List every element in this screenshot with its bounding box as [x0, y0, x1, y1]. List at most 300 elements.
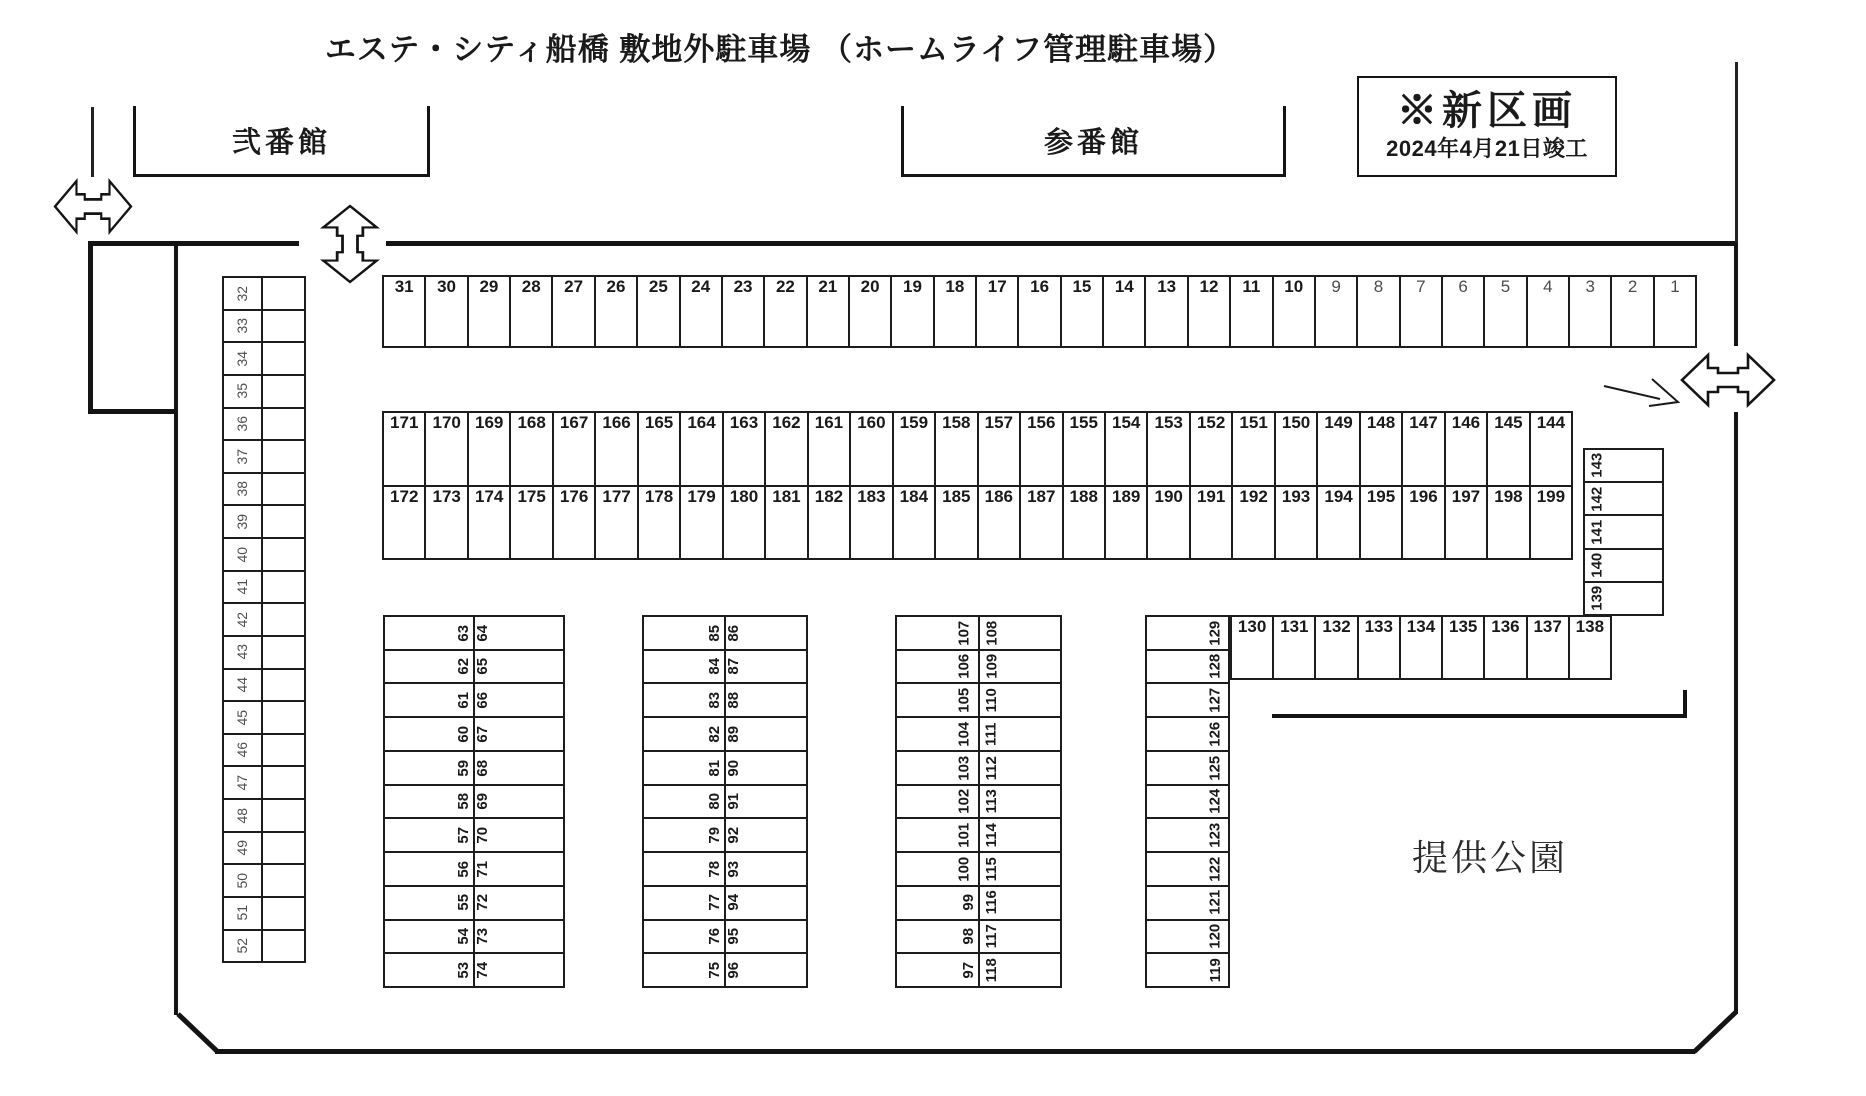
- bottom-right-row-spaces: [1230, 615, 1612, 680]
- parking-space-cell: [551, 277, 593, 346]
- space-number: 83: [706, 691, 724, 709]
- space-number: 114: [982, 823, 1000, 848]
- space-number: 102: [955, 789, 973, 815]
- parking-space-cell: [1147, 887, 1228, 919]
- parking-space-cell: [975, 277, 1017, 346]
- space-number: 103: [955, 755, 973, 781]
- double-arrow-vertical-icon: [323, 206, 377, 282]
- parking-space-cell: [679, 277, 721, 346]
- space-number: 50: [233, 872, 250, 889]
- space-number: 108: [982, 620, 1000, 646]
- parking-space-cell: [764, 487, 806, 558]
- parking-space-cell: [473, 786, 563, 818]
- space-number: 81: [706, 759, 724, 777]
- parking-space-cell: [644, 853, 724, 885]
- parking-space-row: [385, 952, 563, 986]
- parking-space-row: [224, 537, 304, 570]
- space-number: 145: [1494, 413, 1523, 432]
- parking-space-cell: [977, 487, 1019, 558]
- top-row-spaces: [382, 275, 1697, 348]
- space-number: 22: [775, 277, 795, 296]
- parking-space-cell: [1444, 413, 1486, 485]
- space-number: 129: [1206, 620, 1224, 646]
- space-number: 12: [1199, 277, 1219, 296]
- space-number: 167: [559, 413, 589, 432]
- space-number: 9: [1331, 277, 1341, 296]
- parking-space-cell: [1441, 617, 1483, 678]
- parking-space-cell: [261, 506, 304, 537]
- parking-space-cell: [978, 718, 1061, 750]
- parking-space-cell: [644, 752, 724, 784]
- parking-space-row: [224, 472, 304, 505]
- parking-space-row: [385, 750, 563, 784]
- parking-space-cell: [385, 921, 473, 953]
- parking-space-row: [385, 617, 563, 649]
- parking-space-cell: [897, 684, 978, 716]
- parking-space-row: [224, 278, 304, 309]
- parking-space-cell: [1147, 786, 1228, 818]
- parking-space-cell: [473, 853, 563, 885]
- park-label: 提供公園: [1411, 837, 1568, 878]
- parking-space-cell: [644, 684, 724, 716]
- parking-space-row: [644, 817, 806, 851]
- space-number: 25: [648, 277, 668, 296]
- space-number: 185: [942, 487, 971, 506]
- space-number: 154: [1112, 413, 1141, 432]
- parking-space-row: [1147, 885, 1228, 919]
- space-number: 78: [706, 860, 724, 878]
- parking-space-cell: [892, 487, 934, 558]
- space-number: 31: [394, 277, 414, 296]
- parking-space-cell: [849, 487, 891, 558]
- space-number: 29: [479, 277, 499, 296]
- space-number: 166: [602, 413, 631, 432]
- parking-space-cell: [385, 718, 473, 750]
- space-number: 55: [455, 894, 473, 912]
- space-number: 71: [474, 860, 492, 878]
- space-number: 137: [1533, 617, 1562, 636]
- parking-space-row: [385, 784, 563, 818]
- parking-space-cell: [261, 539, 304, 570]
- parking-space-row: [1585, 581, 1662, 614]
- space-number: 68: [474, 759, 492, 777]
- parking-space-cell: [261, 702, 304, 733]
- parking-space-row: [224, 929, 304, 962]
- parking-space-cell: [467, 277, 509, 346]
- space-number: 30: [437, 277, 456, 296]
- parking-space-cell: [1102, 277, 1144, 346]
- space-number: 181: [772, 487, 801, 506]
- parking-space-row: [1147, 919, 1228, 953]
- parking-space-cell: [261, 441, 304, 472]
- parking-space-cell: [897, 718, 978, 750]
- space-number: 187: [1027, 487, 1056, 506]
- parking-space-cell: [224, 441, 261, 472]
- space-number: 92: [725, 826, 743, 844]
- block1-spaces: [383, 615, 565, 988]
- parking-space-cell: [807, 413, 849, 485]
- parking-space-cell: [1147, 684, 1228, 716]
- right-boundary-lower: [1734, 412, 1738, 1014]
- parking-space-row: [224, 765, 304, 798]
- right-column-spaces: [1583, 448, 1664, 616]
- parking-space-cell: [978, 887, 1061, 919]
- space-number: 188: [1069, 487, 1098, 506]
- space-number: 175: [517, 487, 546, 506]
- parking-space-cell: [261, 865, 304, 896]
- space-number: 151: [1239, 413, 1268, 432]
- parking-space-cell: [1444, 487, 1486, 558]
- parking-space-cell: [224, 898, 261, 929]
- space-number: 146: [1451, 413, 1481, 432]
- parking-space-cell: [977, 413, 1019, 485]
- space-number: 111: [981, 722, 999, 746]
- park-boundary-horizontal: [1272, 714, 1687, 718]
- parking-space-row: [1585, 450, 1662, 481]
- parking-space-cell: [1568, 617, 1610, 678]
- parking-space-cell: [1232, 617, 1272, 678]
- space-number: 36: [233, 416, 250, 432]
- space-number: 98: [959, 928, 977, 945]
- space-number: 11: [1242, 277, 1261, 296]
- parking-space-cell: [1146, 413, 1188, 485]
- space-number: 16: [1030, 277, 1050, 296]
- space-number: 147: [1409, 413, 1438, 432]
- parking-space-row: [224, 733, 304, 766]
- parking-space-row: [644, 784, 806, 818]
- parking-space-cell: [763, 277, 805, 346]
- parking-space-row: [644, 952, 806, 986]
- space-number: 182: [814, 487, 844, 506]
- space-number: 196: [1409, 487, 1438, 506]
- parking-space-cell: [644, 651, 724, 683]
- parking-space-cell: [978, 853, 1061, 885]
- space-number: 49: [233, 840, 250, 856]
- space-number: 171: [390, 413, 419, 432]
- parking-space-cell: [978, 954, 1061, 986]
- space-number: 143: [1588, 453, 1606, 479]
- space-number: 164: [687, 413, 716, 432]
- parking-space-cell: [1529, 487, 1571, 558]
- parking-space-row: [224, 700, 304, 733]
- space-number: 93: [725, 860, 743, 878]
- space-number: 132: [1322, 617, 1351, 636]
- parking-space-cell: [724, 684, 806, 716]
- space-number: 39: [233, 513, 250, 530]
- space-number: 69: [474, 793, 492, 810]
- space-number: 152: [1196, 413, 1226, 432]
- space-number: 38: [233, 481, 250, 497]
- space-number: 197: [1451, 487, 1481, 506]
- space-number: 189: [1112, 487, 1141, 506]
- double-arrow-right-icon: [1682, 355, 1774, 405]
- space-number: 65: [474, 658, 492, 675]
- space-number: 101: [955, 822, 973, 848]
- space-number: 89: [725, 725, 743, 743]
- parking-space-row: [897, 716, 1060, 750]
- parking-space-cell: [224, 800, 261, 831]
- parking-space-row: [644, 919, 806, 953]
- parking-space-cell: [1017, 277, 1059, 346]
- parking-space-row: [1585, 548, 1662, 581]
- parking-space-cell: [224, 506, 261, 537]
- space-number: 134: [1406, 617, 1436, 636]
- parking-space-cell: [644, 819, 724, 851]
- space-number: 110: [982, 688, 1000, 713]
- parking-space-row: [224, 831, 304, 864]
- hand-drawn-arrow-icon: [1604, 379, 1678, 406]
- space-number: 124: [1206, 789, 1224, 815]
- space-number: 198: [1494, 487, 1523, 506]
- space-number: 112: [982, 755, 1000, 780]
- parking-space-cell: [1585, 516, 1662, 547]
- space-number: 125: [1206, 755, 1224, 781]
- parking-space-cell: [1585, 483, 1662, 514]
- parking-space-row: [224, 309, 304, 342]
- parking-space-row: [897, 851, 1060, 885]
- parking-space-cell: [385, 786, 473, 818]
- parking-space-cell: [1585, 583, 1662, 614]
- parking-space-cell: [1359, 413, 1401, 485]
- parking-space-cell: [1356, 277, 1398, 346]
- parking-space-cell: [897, 786, 978, 818]
- parking-space-cell: [1486, 413, 1528, 485]
- space-number: 150: [1281, 413, 1311, 432]
- space-number: 84: [706, 658, 724, 675]
- space-number: 40: [233, 546, 250, 563]
- space-number: 162: [772, 413, 801, 432]
- space-number: 13: [1157, 277, 1177, 296]
- bottom-right-corner-diagonal: [1694, 1012, 1736, 1052]
- parking-space-cell: [1399, 617, 1441, 678]
- parking-space-cell: [978, 684, 1061, 716]
- parking-space-cell: [1147, 954, 1228, 986]
- space-number: 163: [729, 413, 759, 432]
- parking-space-cell: [1189, 413, 1231, 485]
- parking-space-cell: [1062, 413, 1104, 485]
- parking-space-cell: [724, 718, 806, 750]
- parking-space-row: [1147, 784, 1228, 818]
- parking-space-cell: [509, 413, 551, 485]
- space-number: 15: [1072, 277, 1092, 296]
- space-number: 94: [725, 894, 743, 912]
- space-number: 138: [1575, 617, 1605, 636]
- parking-space-cell: [1568, 277, 1610, 346]
- space-number: 57: [455, 826, 473, 844]
- parking-space-cell: [473, 684, 563, 716]
- space-number: 180: [729, 487, 759, 506]
- new-section-date: 2024年4月21日竣工: [1386, 136, 1588, 161]
- space-number: 109: [982, 654, 1000, 680]
- parking-space-cell: [897, 887, 978, 919]
- space-number: 95: [725, 928, 743, 945]
- parking-space-cell: [1231, 413, 1273, 485]
- space-number: 82: [706, 725, 724, 743]
- parking-space-cell: [224, 670, 261, 701]
- space-number: 27: [564, 277, 584, 296]
- space-number: 59: [455, 759, 473, 777]
- parking-space-row: [897, 952, 1060, 986]
- parking-space-row: [644, 617, 806, 649]
- parking-space-cell: [594, 277, 636, 346]
- parking-space-cell: [224, 767, 261, 798]
- parking-space-cell: [892, 413, 934, 485]
- parking-space-cell: [473, 954, 563, 986]
- parking-space-cell: [384, 487, 424, 558]
- space-number: 139: [1588, 585, 1606, 611]
- space-number: 168: [517, 413, 546, 432]
- parking-space-cell: [1441, 277, 1483, 346]
- parking-space-cell: [978, 617, 1061, 649]
- parking-space-row: [224, 798, 304, 831]
- space-number: 58: [455, 793, 473, 810]
- space-number: 100: [955, 856, 973, 882]
- parking-space-cell: [552, 413, 594, 485]
- parking-space-row: [224, 570, 304, 603]
- space-number: 75: [706, 961, 724, 979]
- space-number: 60: [455, 725, 473, 743]
- space-number: 48: [233, 807, 250, 824]
- left-boundary-rect-left: [88, 241, 93, 414]
- space-number: 10: [1284, 277, 1304, 296]
- parking-space-cell: [897, 752, 978, 784]
- parking-space-row: [224, 896, 304, 929]
- space-number: 127: [1206, 687, 1224, 713]
- parking-space-cell: [261, 311, 304, 342]
- parking-space-cell: [1229, 277, 1271, 346]
- parking-space-row: [224, 374, 304, 407]
- space-number: 4: [1543, 277, 1553, 296]
- parking-space-cell: [724, 887, 806, 919]
- space-number: 194: [1324, 487, 1353, 506]
- parking-space-cell: [224, 278, 261, 309]
- parking-space-cell: [384, 413, 424, 485]
- space-number: 7: [1416, 277, 1426, 296]
- parking-space-cell: [1316, 413, 1358, 485]
- space-number: 64: [474, 624, 492, 642]
- space-number: 46: [233, 742, 250, 758]
- space-number: 74: [474, 961, 492, 979]
- parking-space-cell: [261, 800, 304, 831]
- parking-space-row: [644, 649, 806, 683]
- parking-space-cell: [978, 786, 1061, 818]
- space-number: 126: [1206, 721, 1224, 747]
- parking-space-cell: [849, 413, 891, 485]
- parking-space-row: [1585, 481, 1662, 514]
- space-number: 53: [455, 961, 473, 979]
- space-number: 157: [984, 413, 1013, 432]
- parking-space-row: [385, 851, 563, 885]
- parking-space-cell: [424, 413, 466, 485]
- space-number: 155: [1069, 413, 1098, 432]
- parking-space-cell: [1147, 752, 1228, 784]
- parking-space-cell: [1231, 487, 1273, 558]
- parking-space-row: [224, 863, 304, 896]
- parking-space-cell: [1187, 277, 1229, 346]
- parking-space-cell: [1019, 487, 1061, 558]
- space-number: 186: [984, 487, 1013, 506]
- parking-space-cell: [224, 572, 261, 603]
- parking-space-cell: [897, 921, 978, 953]
- parking-space-cell: [224, 604, 261, 635]
- parking-space-cell: [1272, 277, 1314, 346]
- space-number: 199: [1536, 487, 1566, 506]
- space-number: 160: [857, 413, 886, 432]
- space-number: 123: [1206, 822, 1224, 848]
- parking-space-row: [897, 750, 1060, 784]
- space-number: 43: [233, 644, 250, 660]
- building-2-label: 弐番館: [231, 126, 331, 159]
- parking-space-row: [1147, 649, 1228, 683]
- space-number: 8: [1373, 277, 1384, 296]
- parking-space-row: [224, 504, 304, 537]
- parking-space-cell: [594, 413, 636, 485]
- space-number: 169: [474, 413, 504, 432]
- space-number: 99: [959, 894, 977, 912]
- parking-space-cell: [1401, 413, 1443, 485]
- parking-space-cell: [721, 277, 763, 346]
- parking-space-cell: [1316, 487, 1358, 558]
- right-boundary-mid: [1734, 243, 1738, 346]
- parking-space-cell: [1144, 277, 1186, 346]
- space-number: 14: [1114, 277, 1134, 296]
- space-number: 170: [432, 413, 461, 432]
- parking-space-cell: [1146, 487, 1188, 558]
- parking-space-row: [385, 716, 563, 750]
- space-number: 131: [1280, 617, 1309, 636]
- space-number: 79: [706, 826, 724, 844]
- space-number: 67: [474, 725, 492, 743]
- parking-space-cell: [897, 819, 978, 851]
- parking-space-cell: [385, 853, 473, 885]
- parking-space-cell: [1147, 921, 1228, 953]
- parking-space-cell: [224, 311, 261, 342]
- middle-upper-row-spaces: [382, 411, 1573, 487]
- parking-space-cell: [644, 617, 724, 649]
- parking-space-cell: [224, 637, 261, 668]
- building-3-box: [901, 106, 1286, 177]
- parking-space-cell: [1486, 487, 1528, 558]
- space-number: 165: [644, 413, 674, 432]
- parking-space-cell: [933, 277, 975, 346]
- space-number: 61: [455, 691, 473, 709]
- space-number: 3: [1585, 277, 1595, 296]
- parking-space-row: [385, 682, 563, 716]
- parking-space-cell: [1401, 487, 1443, 558]
- space-number: 113: [982, 789, 1000, 814]
- left-boundary-main: [174, 243, 178, 1015]
- parking-space-row: [644, 750, 806, 784]
- parking-space-cell: [473, 921, 563, 953]
- space-number: 54: [455, 928, 473, 945]
- space-number: 47: [233, 774, 250, 791]
- parking-space-row: [897, 682, 1060, 716]
- left-boundary-rect-bottom: [88, 409, 178, 414]
- parking-space-cell: [679, 487, 721, 558]
- parking-space-cell: [473, 819, 563, 851]
- parking-space-cell: [724, 651, 806, 683]
- top-boundary-left-segment: [90, 241, 299, 246]
- parking-space-cell: [385, 651, 473, 683]
- parking-space-cell: [644, 718, 724, 750]
- parking-space-cell: [385, 684, 473, 716]
- space-number: 41: [233, 579, 250, 595]
- parking-space-cell: [385, 819, 473, 851]
- page-title: エステ・シティ船橋 敷地外駐車場 （ホームライフ管理駐車場）: [324, 32, 1236, 67]
- parking-space-cell: [473, 887, 563, 919]
- block2-spaces: [642, 615, 808, 988]
- parking-space-cell: [1359, 487, 1401, 558]
